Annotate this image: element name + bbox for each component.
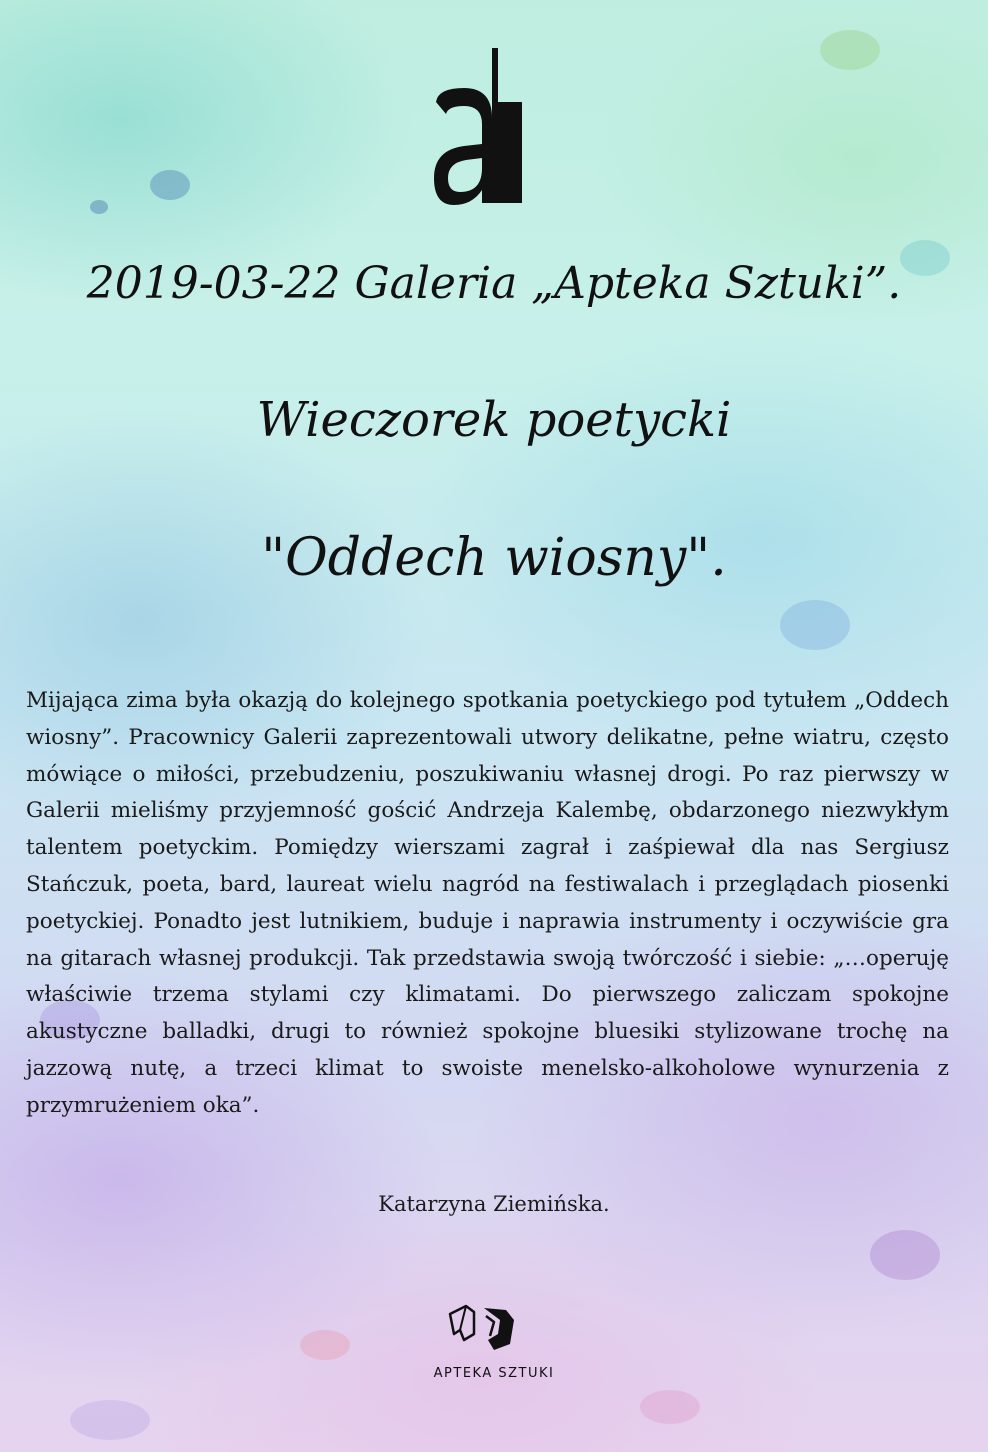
watercolor-splash: [150, 170, 190, 200]
watercolor-splash: [640, 1390, 700, 1424]
watercolor-splash: [780, 600, 850, 650]
watercolor-splash: [70, 1400, 150, 1440]
article-body: Mijająca zima była okazją do kolejnego spotkania poetyckiego pod tytułem „Oddech wiosny”. Pracownicy Galerii zaprezentowali utwory delikatne, pełne wiatru, często mówiące o miłości, przebudzeniu, poszukiwaniu własnej drogi. Po raz pierwszy w Galerii mieliśmy przyjemność gościć Andrzeja Kalembę, obdarzonego niezwykłym talentem poetyckim. Pomiędzy wierszami zagrał i zaśpiewał dla nas Sergiusz Stańczuk, poeta, bard, laureat wielu nagród na festiwalach i przeglądach piosenki poetyckiej. Ponadto jest lutnikiem, buduje i naprawia instrumenty i oczywiście gra na gitarach własnej produkcji. Tak przedstawia swoją twórczość i siebie: „…operuję właściwie trzema stylami czy klimatami. Do pierwszego zaliczam spokojne akustyczne balladki, drugi to również spokojne bluesiki stylizowane trochę na jazzową nutę, a trzeci klimat to swoiste menelsko-alkoholowe wynurzenia z przymrużeniem oka”.: [26, 688, 949, 1118]
watercolor-splash: [300, 1330, 350, 1360]
event-subtitle-quote: "Oddech wiosny".: [261, 528, 727, 588]
article-author: Katarzyna Ziemińska.: [378, 1192, 610, 1216]
event-title: Wieczorek poetycki: [256, 392, 732, 448]
apteka-sztuki-logo-icon: [444, 1300, 524, 1356]
page-title-date-gallery: 2019-03-22 Galeria „Apteka Sztuki”.: [86, 258, 902, 309]
watercolor-splash: [870, 1230, 940, 1280]
apteka-a-monogram-icon: [424, 40, 534, 210]
watercolor-splash: [820, 30, 880, 70]
footer-brand-name: APTEKA SZTUKI: [433, 1366, 555, 1381]
watercolor-splash: [90, 200, 108, 214]
